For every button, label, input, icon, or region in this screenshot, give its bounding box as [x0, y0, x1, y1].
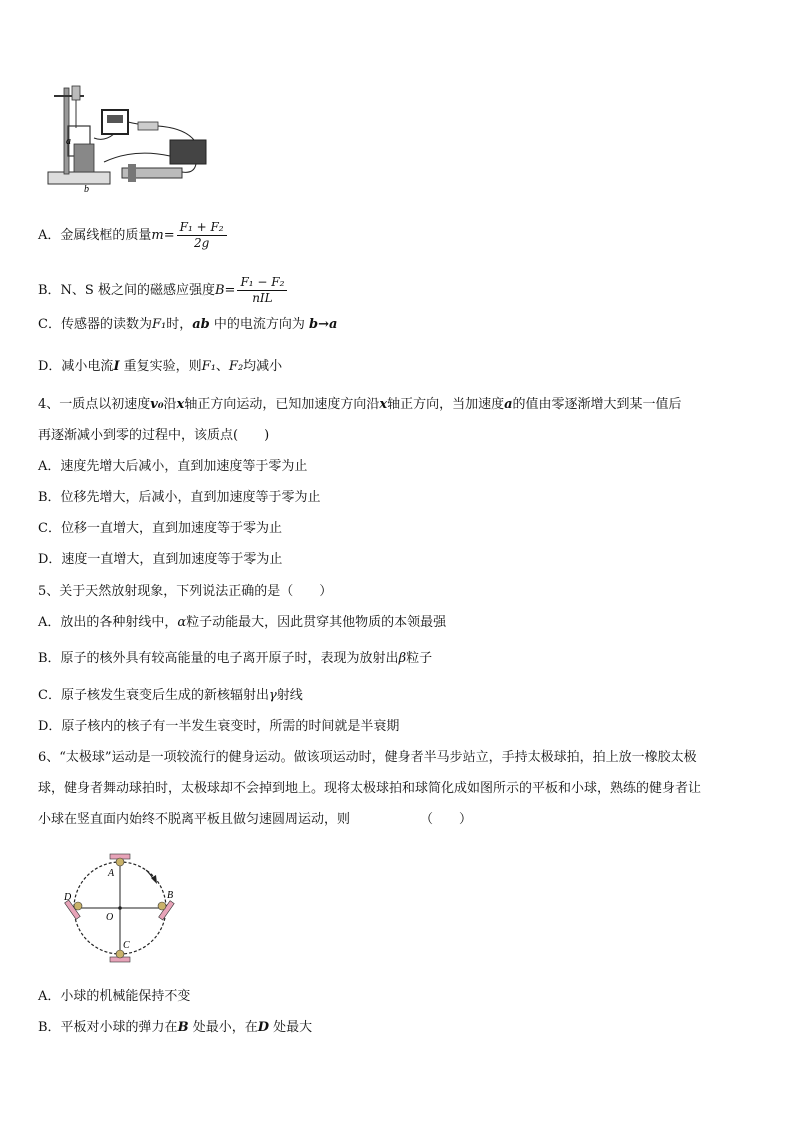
- q5-option-d: D．原子核内的核子有一半发生衰变时，所需的时间就是半衰期: [38, 719, 400, 734]
- ball-a: [116, 858, 124, 866]
- apparatus-figure: [44, 78, 216, 196]
- label-O: O: [106, 912, 114, 923]
- q6-option-a: A．小球的机械能保持不变: [38, 989, 191, 1004]
- q6-stem-line1: 6、“太极球”运动是一项较流行的健身运动。做该项运动时，健身者半马步站立，手持太极球拍，拍上放一橡胶太极: [38, 750, 697, 765]
- q5-stem: 5、关于天然放射现象，下列说法正确的是（ ）: [38, 584, 333, 599]
- ball-c: [116, 950, 124, 958]
- fraction: $\frac{\text{F₁ + F₂}}{2g}$: [177, 220, 227, 251]
- q4-option-d: D．速度一直增大，直到加速度等于零为止: [38, 552, 283, 567]
- q4-option-c: C．位移一直增大，直到加速度等于零为止: [38, 521, 282, 536]
- q4-stem-line2: 再逐渐减小到零的过程中，该质点( ): [38, 428, 270, 443]
- fraction: $\frac{\text{F₁ − F₂}}{\text{nIL}}$: [237, 275, 287, 306]
- label-D: D: [64, 892, 72, 903]
- q6-option-b: B．平板对小球的弹力在B 处最小，在D 处最大: [38, 1020, 313, 1035]
- ball-b: [158, 902, 166, 910]
- q3-option-d: D．减小电流I 重复实验，则F₁、F₂均减小: [38, 359, 283, 374]
- q3-option-b: B．N、S 极之间的磁感应强度B= $\frac{\text{F₁ − F₂}}{\text{nIL}}$: [38, 275, 289, 306]
- q4-option-a: A．速度先增大后减小，直到加速度等于零为止: [38, 459, 308, 474]
- q5-option-a: A．放出的各种射线中，α粒子动能最大，因此贯穿其他物质的本领最强: [38, 615, 447, 630]
- q3-option-c: C．传感器的读数为F₁时，ab 中的电流方向为 b→a: [38, 317, 338, 332]
- label-b: b: [84, 184, 89, 195]
- label-a: a: [66, 136, 71, 147]
- ball-d: [74, 902, 82, 910]
- taichi-ball-figure: [56, 848, 188, 968]
- label-A: A: [108, 868, 115, 879]
- q6-stem-line2: 球，健身者舞动球拍时，太极球却不会掉到地上。现将太极球拍和球简化成如图所示的平板和小球，熟练的健身者让: [38, 781, 702, 796]
- q4-stem-line1: 4、一质点以初速度v₀沿x轴正方向运动，已知加速度方向沿x轴正方向，当加速度a的值由零逐渐增大到某一值后: [38, 397, 682, 412]
- q4-option-b: B．位移先增大，后减小，直到加速度等于零为止: [38, 490, 321, 505]
- label-B: B: [167, 890, 174, 901]
- q5-option-b: B．原子的核外具有较高能量的电子离开原子时，表现为放射出β粒子: [38, 651, 433, 666]
- label-C: C: [123, 940, 130, 951]
- q5-option-c: C．原子核发生衰变后生成的新核辐射出γ射线: [38, 688, 303, 703]
- q6-stem-line3: 小球在竖直面内始终不脱离平板且做匀速圆周运动，则 （ ）: [38, 812, 473, 827]
- q3-option-a: A．金属线框的质量m= $\frac{\text{F₁ + F₂}}{2g}$: [38, 220, 229, 251]
